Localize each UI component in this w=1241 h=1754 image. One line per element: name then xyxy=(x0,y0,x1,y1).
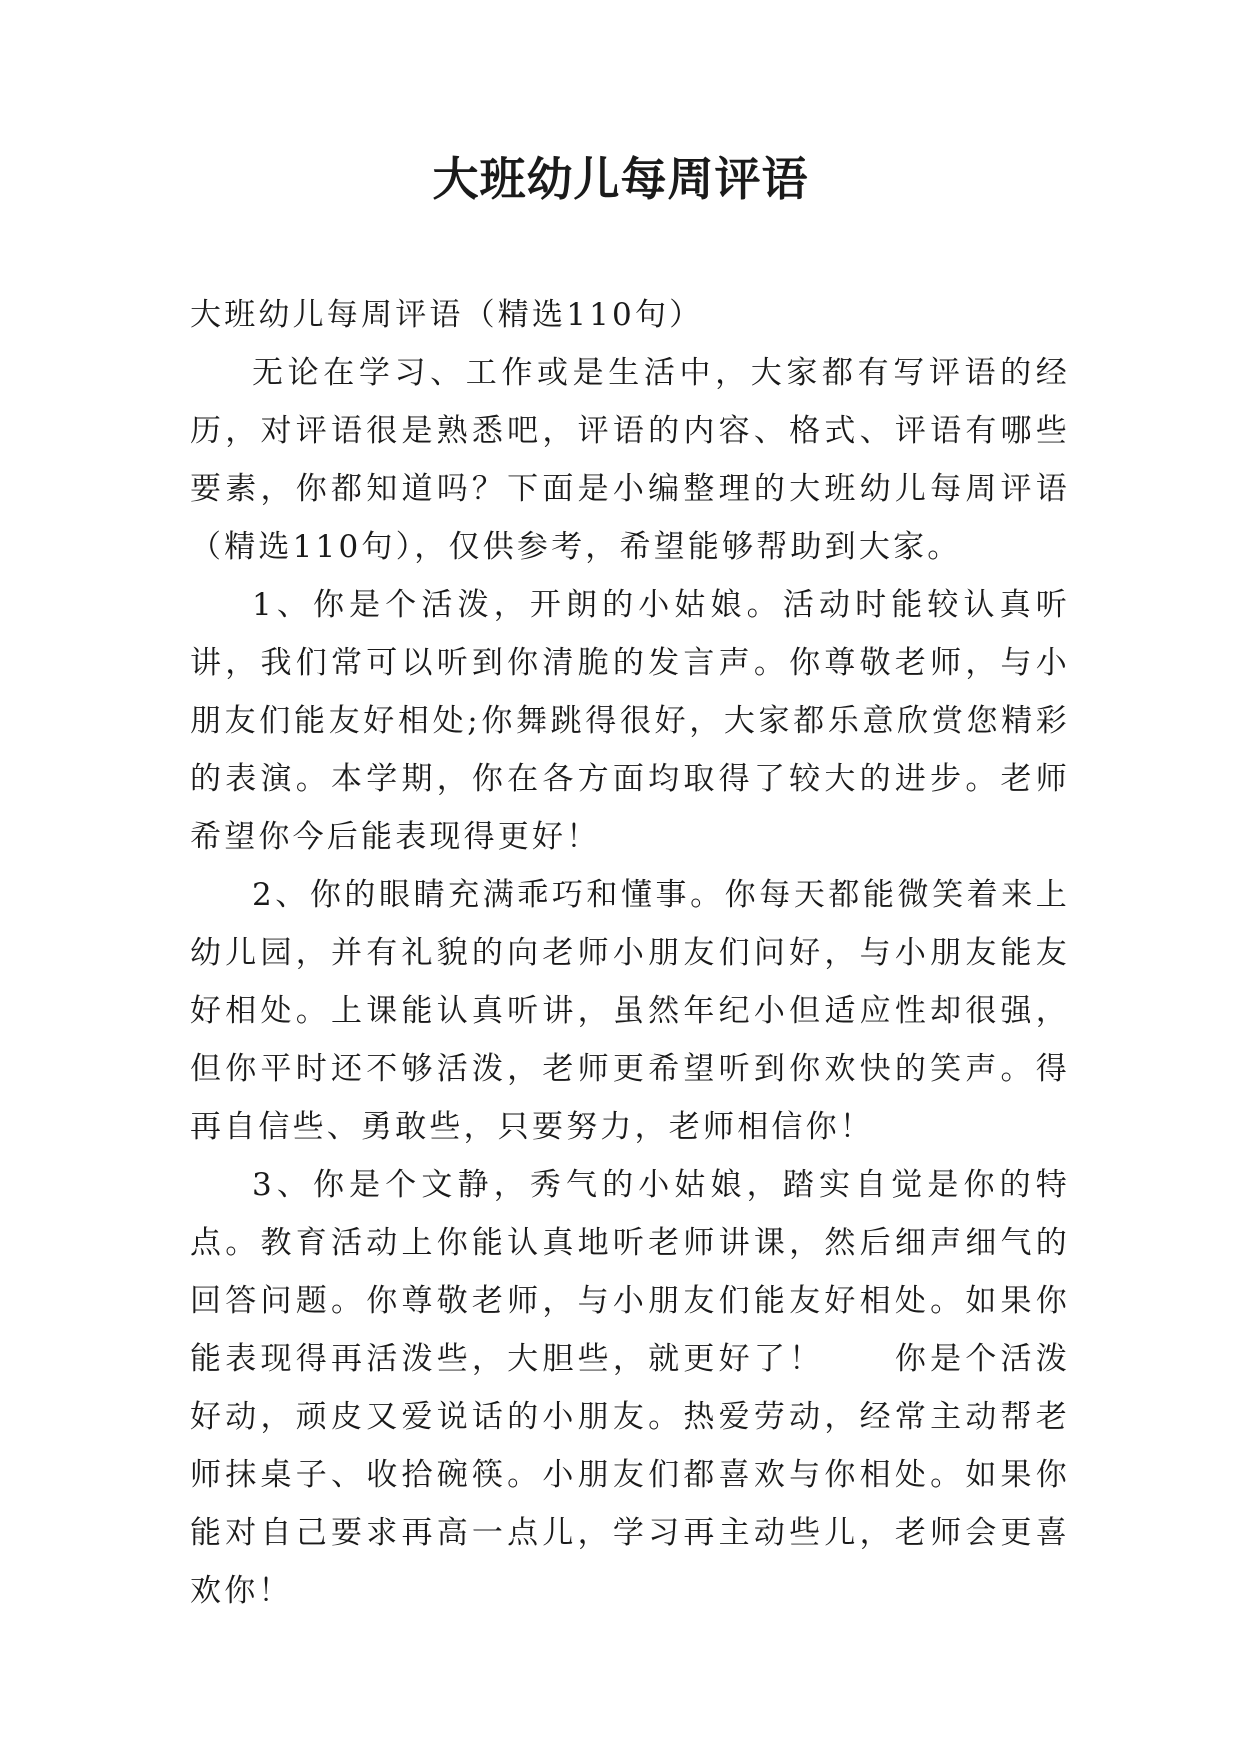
comment-paragraph-3: 3、你是个文静，秀气的小姑娘，踏实自觉是你的特点。教育活动上你能认真地听老师讲课，然后细声细气的回答问题。你尊敬老师，与小朋友们能友好相处。如果你能表现得再活泼些，大胆些，就更好了！ 你是个活泼好动，顽皮又爱说话的小朋友。热爱劳动，经常主动帮老师抹桌子、收拾碗筷。小朋友们都喜欢与你相处。如果你能对自己要求再高一点儿，学习再主动些儿，老师会更喜欢你！ xyxy=(190,1167,1070,1609)
intro-paragraph: 无论在学习、工作或是生活中，大家都有写评语的经历，对评语很是熟悉吧，评语的内容、格式、评语有哪些要素，你都知道吗？下面是小编整理的大班幼儿每周评语（精选110句），仅供参考，希望能够帮助到大家。 xyxy=(190,355,1070,565)
document-body xyxy=(190,286,1070,1620)
comment-paragraph-2: 2、你的眼睛充满乖巧和懂事。你每天都能微笑着来上幼儿园，并有礼貌的向老师小朋友们问好，与小朋友能友好相处。上课能认真听讲，虽然年纪小但适应性却很强，但你平时还不够活泼，老师更希望听到你欢快的笑声。得再自信些、勇敢些，只要努力，老师相信你！ xyxy=(190,877,1070,1145)
comment-paragraph-1: 1、你是个活泼，开朗的小姑娘。活动时能较认真听讲，我们常可以听到你清脆的发言声。你尊敬老师，与小朋友们能友好相处;你舞跳得很好，大家都乐意欣赏您精彩的表演。本学期，你在各方面均取得了较大的进步。老师希望你今后能表现得更好！ xyxy=(190,587,1070,855)
document-subtitle: 大班幼儿每周评语（精选110句） xyxy=(190,297,704,333)
page-title: 大班幼儿每周评语 xyxy=(432,152,809,206)
